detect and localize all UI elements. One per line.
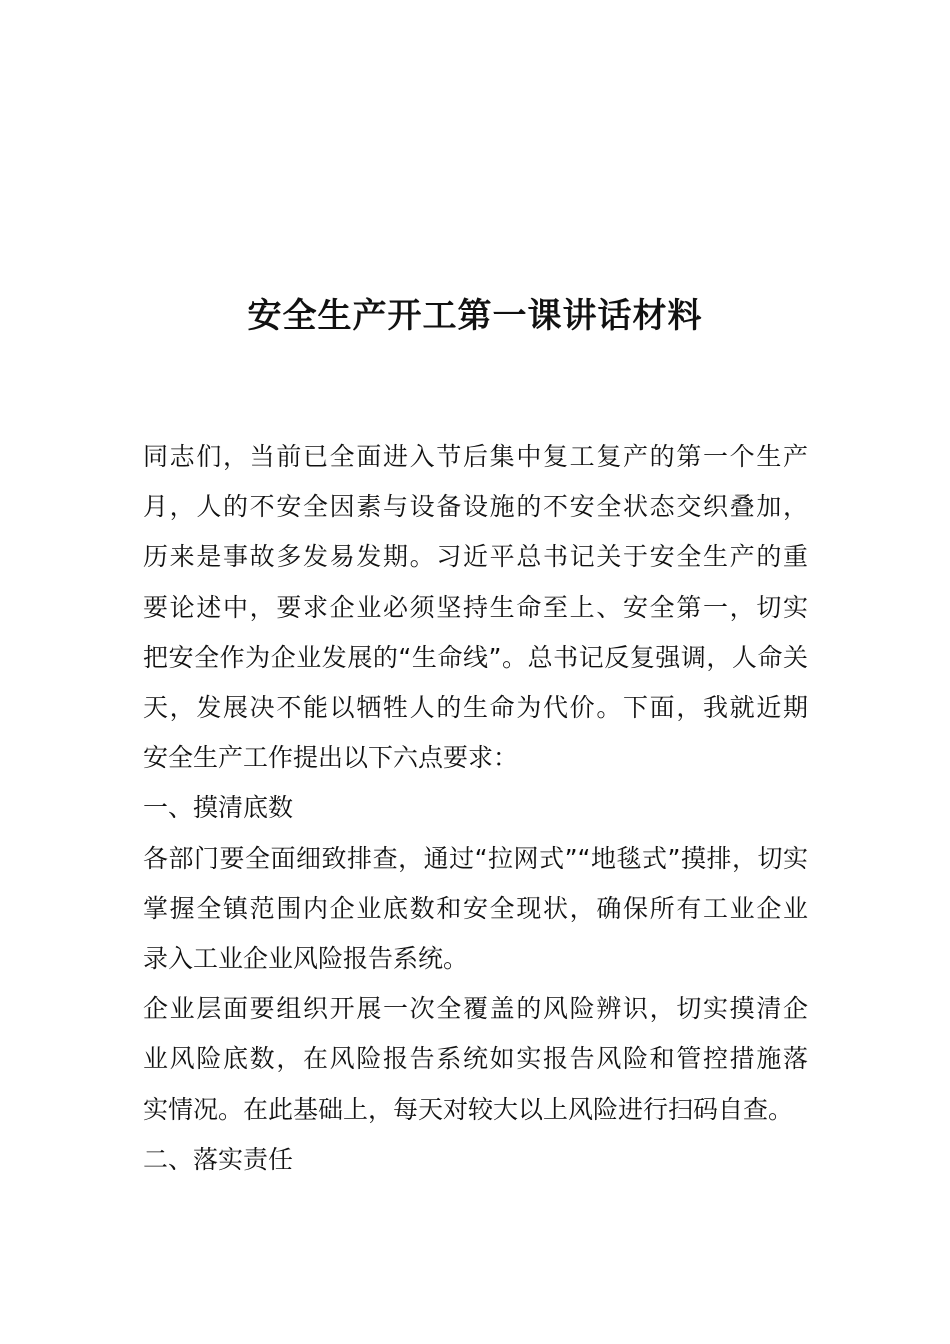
section-heading-1 [143,783,808,833]
document-body [143,432,808,1185]
text-line: 天，发展决不能以牺牲人的生命为代价。下面，我就近期 [143,693,808,723]
text-line: 把安全作为企业发展的“生命线”。总书记反复强调，人命关 [143,642,808,672]
text-line: 业风险底数，在风险报告系统如实报告风险和管控措施落 [143,1044,808,1074]
text-line: 二、落实责任 [143,1144,294,1174]
paragraph-intro [143,432,808,783]
text-line: 历来是事故多发易发期。习近平总书记关于安全生产的重 [143,542,808,572]
document-title: 安全生产开工第一课讲话材料 [247,296,703,336]
text-line: 要论述中，要求企业必须坚持生命至上、安全第一，切实 [143,592,808,622]
section-heading-2 [143,1135,808,1185]
text-line: 掌握全镇范围内企业底数和安全现状，确保所有工业企业 [143,893,808,923]
paragraph-departments [143,834,808,985]
text-line: 月，人的不安全因素与设备设施的不安全状态交织叠加， [143,492,808,522]
text-line: 企业层面要组织开展一次全覆盖的风险辨识，切实摸清企 [143,994,808,1024]
text-line: 录入工业企业风险报告系统。 [143,944,469,974]
text-line: 同志们，当前已全面进入节后集中复工复产的第一个生产 [143,442,808,471]
text-line: 一、摸清底数 [143,793,294,823]
text-line: 实情况。在此基础上，每天对较大以上风险进行扫码自查。 [143,1094,794,1124]
paragraph-enterprises [143,984,808,1135]
text-line: 各部门要全面细致排查，通过“拉网式”“地毯式”摸排，切实 [143,843,808,873]
text-line: 安全生产工作提出以下六点要求： [143,743,519,773]
